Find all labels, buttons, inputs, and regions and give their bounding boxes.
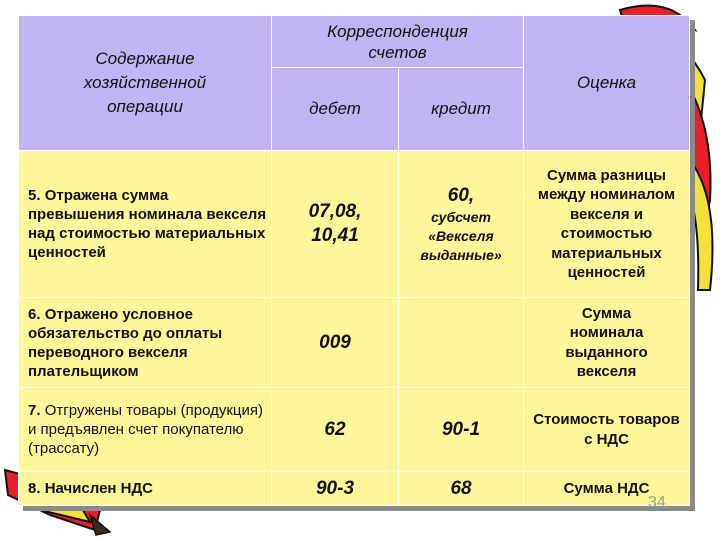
row-evaluation-cell [524,298,690,388]
header-evaluation: Оценка [576,73,637,92]
row-operation: Отражено условное обязательство до оплаты переводного векселя плательщиком [28,305,223,380]
header-credit-cell [399,68,524,151]
row-number: 5. [28,187,41,204]
row-debit: 90-3 [315,477,355,499]
row-operation: Отражена сумма превышения номинала векселя над стоимостью материальных ценностей [28,187,267,261]
row-credit-cell [399,388,524,472]
row-debit-cell [272,298,399,388]
row-debit: 009 [319,331,351,353]
row-number: 7. [28,402,41,419]
header-correspondence-cell [272,16,524,68]
header-operation-cell [19,16,272,151]
row-credit: 60, [447,184,475,206]
row-credit-sub: субсчет «Векселя выданные» [420,208,502,263]
row-debit: 62 [324,418,346,440]
row-number: 8. [28,480,41,497]
row-number: 6. [28,305,41,323]
row-debit-cell [272,472,399,506]
row-evaluation: Сумма НДС [563,479,650,497]
row-operation-cell [19,151,272,298]
header-debit: дебет [309,99,361,118]
row-operation-cell [19,472,272,506]
header-debit-cell [272,68,399,151]
row-evaluation: Сумма номинала выданного векселя [565,304,648,380]
page-number: 34 [648,494,666,511]
table-row [19,298,690,388]
row-operation: Отгружены товары (продукция) и предъявлен счет покупателю (трассату) [28,402,264,457]
table-row [19,472,690,506]
header-operation: Содержание хозяйственной операции [83,49,207,116]
row-operation: Начислен НДС [44,480,154,497]
row-operation-cell [19,388,272,472]
row-evaluation: Сумма разницы между номиналом векселя и стоимостью материальных ценностей [537,166,676,281]
row-credit: 68 [450,477,472,499]
row-debit-cell [272,151,399,298]
row-debit: 07,08, 10,41 [308,201,362,246]
row-evaluation: Стоимость товаров с НДС [533,411,680,448]
row-credit-cell [399,472,524,506]
header-evaluation-cell [524,16,690,151]
row-credit: 90-1 [441,418,481,440]
header-credit: кредит [431,99,491,118]
row-evaluation-cell [524,388,690,472]
accounting-entries-table [18,15,690,506]
table-row [19,388,690,472]
row-debit-cell [272,388,399,472]
header-correspondence: Корреспонденция счетов [327,21,468,62]
row-operation-cell [19,298,272,388]
row-credit-cell [399,151,524,298]
row-credit-cell [399,298,524,388]
table-row [19,151,690,298]
row-evaluation-cell [524,151,690,298]
